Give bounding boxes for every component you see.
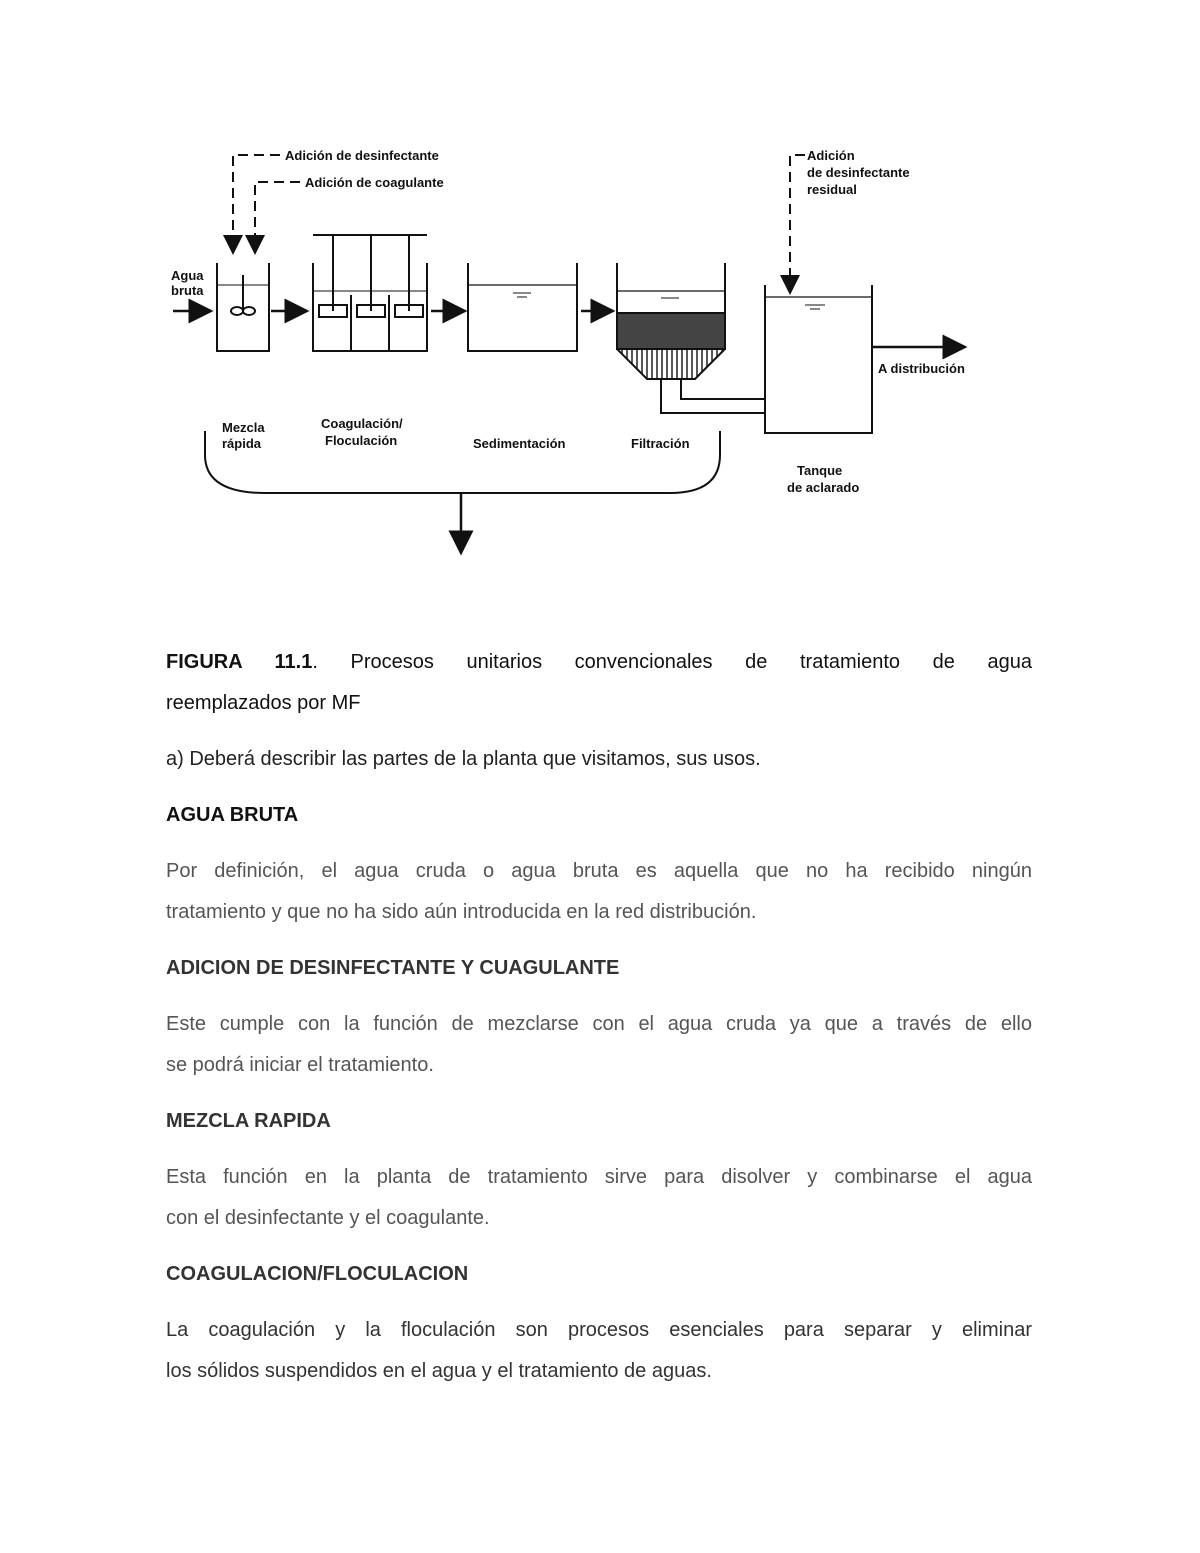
label-residual-3: residual	[807, 182, 857, 197]
label-disinfectant-addition: Adición de desinfectante	[285, 148, 439, 163]
section-heading-adicion: ADICION DE DESINFECTANTE Y CUAGULANTE	[166, 957, 620, 979]
label-rapid-mix-2: rápida	[222, 436, 262, 451]
body-line: Este cumple con la función de mezclarse con el agua cruda ya que a través de ello	[166, 1013, 1032, 1035]
caption-text-1: . Procesos unitarios convencionales de tratamiento de agua	[312, 651, 1032, 673]
label-raw-water-2: bruta	[171, 283, 204, 298]
caption-label: FIGURA 11.1	[166, 651, 313, 673]
body-line: La coagulación y la floculación son procesos esenciales para separar y eliminar	[166, 1319, 1032, 1341]
filtration-tank	[617, 263, 765, 413]
label-coag-2: Floculación	[325, 433, 398, 448]
section-body-adicion	[166, 1004, 1032, 1086]
label-residual-2: de desinfectante	[807, 165, 910, 180]
rapid-mix-tank	[217, 263, 269, 351]
section-heading-agua-bruta: AGUA BRUTA	[166, 804, 299, 826]
section-body-agua-bruta	[166, 851, 1032, 933]
question-text: a) Deberá describir las partes de la planta que visitamos, sus usos.	[166, 748, 761, 770]
coagulation-tank	[313, 235, 427, 351]
process-diagram	[165, 135, 975, 565]
label-coag-1: Coagulación/	[321, 416, 403, 431]
caption-line-1	[166, 642, 1032, 683]
caption-text-2: reemplazados por MF	[166, 692, 361, 714]
body-line: Por definición, el agua cruda o agua bruta es aquella que no ha recibido ningún	[166, 860, 1032, 882]
label-filtration: Filtración	[631, 436, 690, 451]
label-tank-2: de aclarado	[787, 480, 860, 495]
label-rapid-mix-1: Mezcla	[222, 420, 265, 435]
residual-disinfectant-line	[790, 155, 805, 293]
figure-caption	[166, 642, 1032, 724]
section-body-coagulacion	[166, 1310, 1032, 1392]
label-residual-1: Adición	[807, 148, 855, 163]
label-coagulant-addition: Adición de coagulante	[305, 175, 444, 190]
coagulant-addition-line	[255, 182, 300, 253]
label-tank-1: Tanque	[797, 463, 843, 478]
label-raw-water-1: Agua	[171, 268, 204, 283]
body-line: tratamiento y que no ha sido aún introducida en la red distribución.	[166, 901, 757, 923]
body-line: los sólidos suspendidos en el agua y el tratamiento de aguas.	[166, 1360, 712, 1382]
body-line: se podrá iniciar el tratamiento.	[166, 1054, 434, 1076]
body-line: con el desinfectante y el coagulante.	[166, 1207, 490, 1229]
body-line: Esta función en la planta de tratamiento sirve para disolver y combinarse el agua	[166, 1166, 1032, 1188]
document-body	[166, 642, 1032, 1407]
section-heading-mezcla-rapida: MEZCLA RAPIDA	[166, 1110, 331, 1132]
sedimentation-tank	[468, 263, 577, 351]
section-heading-coagulacion: COAGULACION/FLOCULACION	[166, 1263, 469, 1285]
process-diagram-svg	[165, 135, 975, 565]
label-sedimentation: Sedimentación	[473, 436, 566, 451]
label-distribution: A distribución	[878, 361, 965, 376]
section-body-mezcla-rapida	[166, 1157, 1032, 1239]
disinfectant-addition-line	[233, 155, 280, 253]
clearwell-tank	[765, 285, 872, 433]
